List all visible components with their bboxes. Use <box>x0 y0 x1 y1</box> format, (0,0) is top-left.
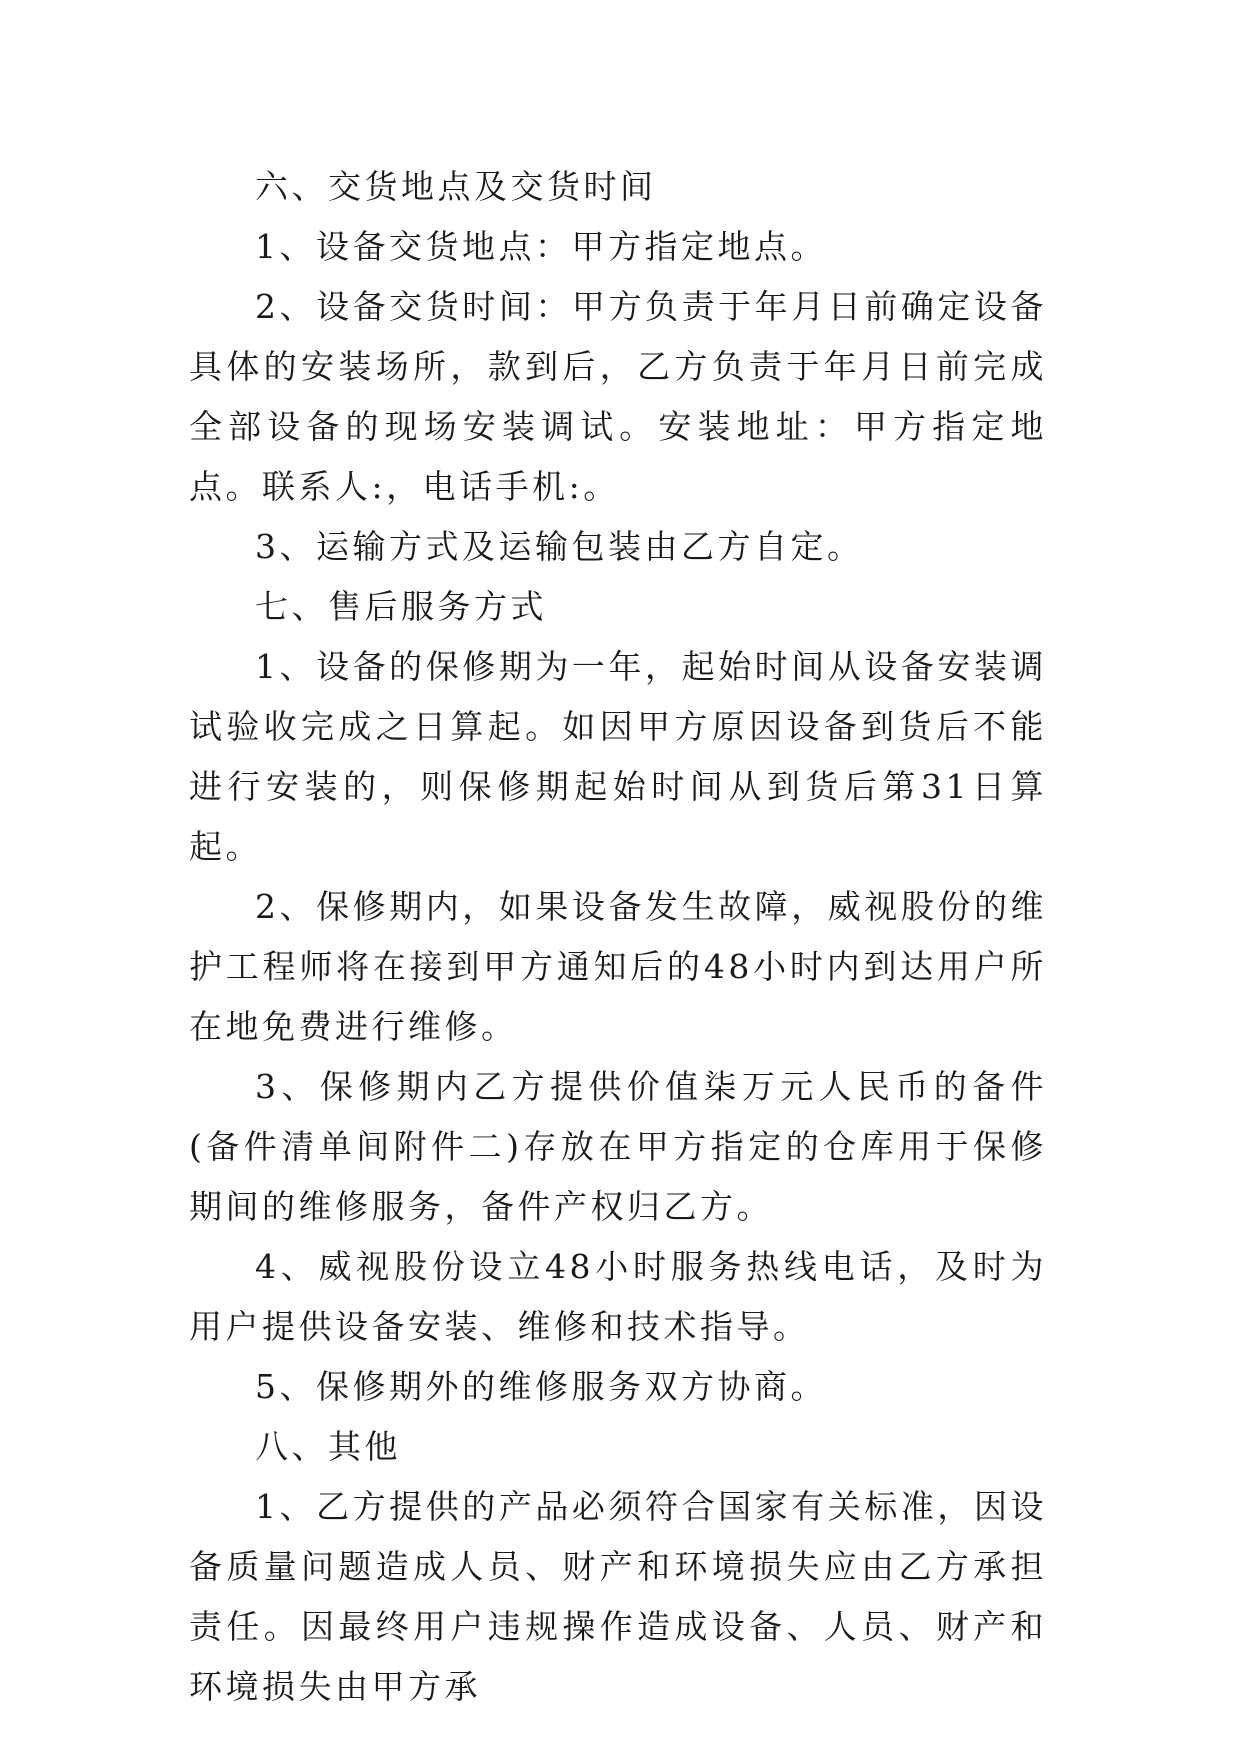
paragraph-spare-parts: 3、保修期内乙方提供价值柒万元人民币的备件(备件清单间附件二)存放在甲方指定的仓库用于保修期间的维修服务，备件产权归乙方。 <box>189 1067 1047 1226</box>
document-body <box>189 157 1047 1717</box>
paragraph-transport: 3、运输方式及运输包装由乙方自定。 <box>255 527 864 566</box>
paragraph-out-of-warranty: 5、保修期外的维修服务双方协商。 <box>255 1367 827 1406</box>
paragraph-delivery-location: 1、设备交货地点：甲方指定地点。 <box>255 227 827 266</box>
section-heading-delivery: 六、交货地点及交货时间 <box>255 167 657 206</box>
paragraph-product-standards: 1、乙方提供的产品必须符合国家有关标准，因设备质量问题造成人员、财产和环境损失应由乙方承担责任。因最终用户违规操作造成设备、人员、财产和环境损失由甲方承 <box>189 1487 1047 1706</box>
section-heading-other: 八、其他 <box>255 1427 401 1466</box>
paragraph-service-hotline: 4、威视股份设立48小时服务热线电话，及时为用户提供设备安装、维修和技术指导。 <box>189 1247 1047 1346</box>
section-heading-after-sales: 七、售后服务方式 <box>255 587 547 626</box>
paragraph-warranty-period: 1、设备的保修期为一年，起始时间从设备安装调试验收完成之日算起。如因甲方原因设备到货后不能进行安装的，则保修期起始时间从到货后第31日算起。 <box>189 647 1047 866</box>
paragraph-delivery-time: 2、设备交货时间：甲方负责于年月日前确定设备具体的安装场所，款到后，乙方负责于年月日前完成全部设备的现场安装调试。安装地址：甲方指定地点。联系人:，电话手机:。 <box>189 287 1047 506</box>
paragraph-warranty-repair: 2、保修期内，如果设备发生故障，威视股份的维护工程师将在接到甲方通知后的48小时内到达用户所在地免费进行维修。 <box>189 887 1047 1046</box>
